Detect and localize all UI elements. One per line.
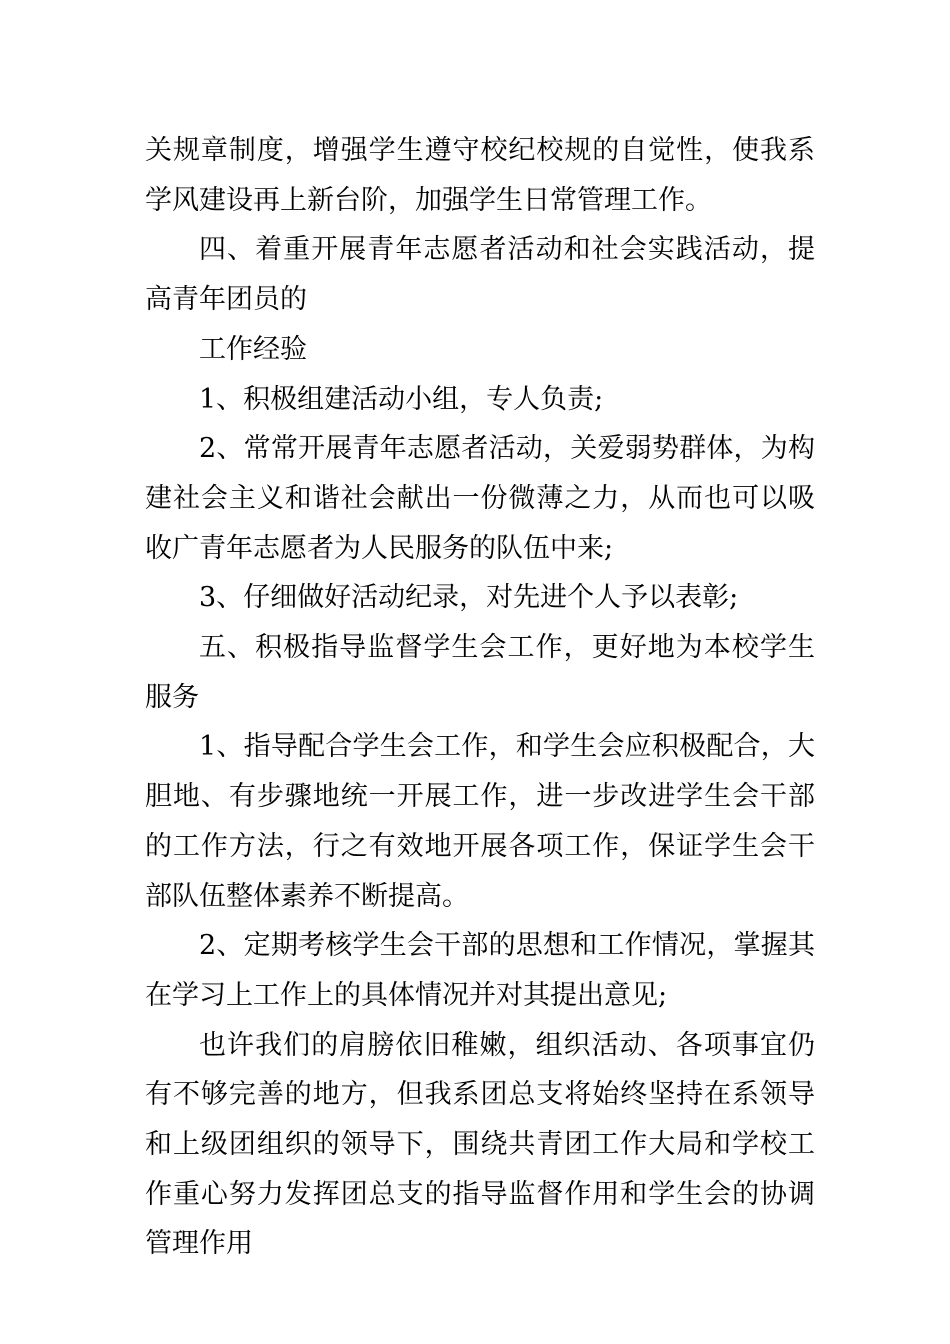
section-four-subheading: 工作经验 [199, 333, 307, 365]
document-page [145, 126, 815, 1269]
list-item: 2、定期考核学生会干部的思想和工作情况，掌握其在学习上工作上的具体情况并对其提出意见; [145, 930, 815, 1011]
section-five-heading: 五、积极指导监督学生会工作，更好地为本校学生服务 [145, 632, 815, 713]
list-item: 2、常常开展青年志愿者活动，关爱弱势群体，为构建社会主义和谐社会献出一份微薄之力，从而也可以吸收广青年志愿者为人民服务的队伍中来; [145, 433, 815, 564]
section-four-heading: 四、着重开展青年志愿者活动和社会实践活动，提高青年团员的 [145, 234, 815, 316]
paragraph-continuation: 关规章制度，增强学生遵守校纪校规的自觉性，使我系学风建设再上新台阶，加强学生日常管理工作。 [145, 135, 815, 216]
closing-paragraph: 也许我们的肩膀依旧稚嫩，组织活动、各项事宜仍有不够完善的地方，但我系团总支将始终坚持在系领导和上级团组织的领导下，围绕共青团工作大局和学校工作重心努力发挥团总支的指导监督作用和学生会的协调管理作用 [145, 1029, 815, 1260]
list-item: 3、仔细做好活动纪录，对先进个人予以表彰; [199, 582, 739, 614]
list-item: 1、积极组建活动小组，专人负责; [199, 383, 604, 415]
list-item: 1、指导配合学生会工作，和学生会应积极配合，大胆地、有步骤地统一开展工作，进一步改进学生会干部的工作方法，行之有效地开展各项工作，保证学生会干部队伍整体素养不断提高。 [145, 731, 815, 912]
